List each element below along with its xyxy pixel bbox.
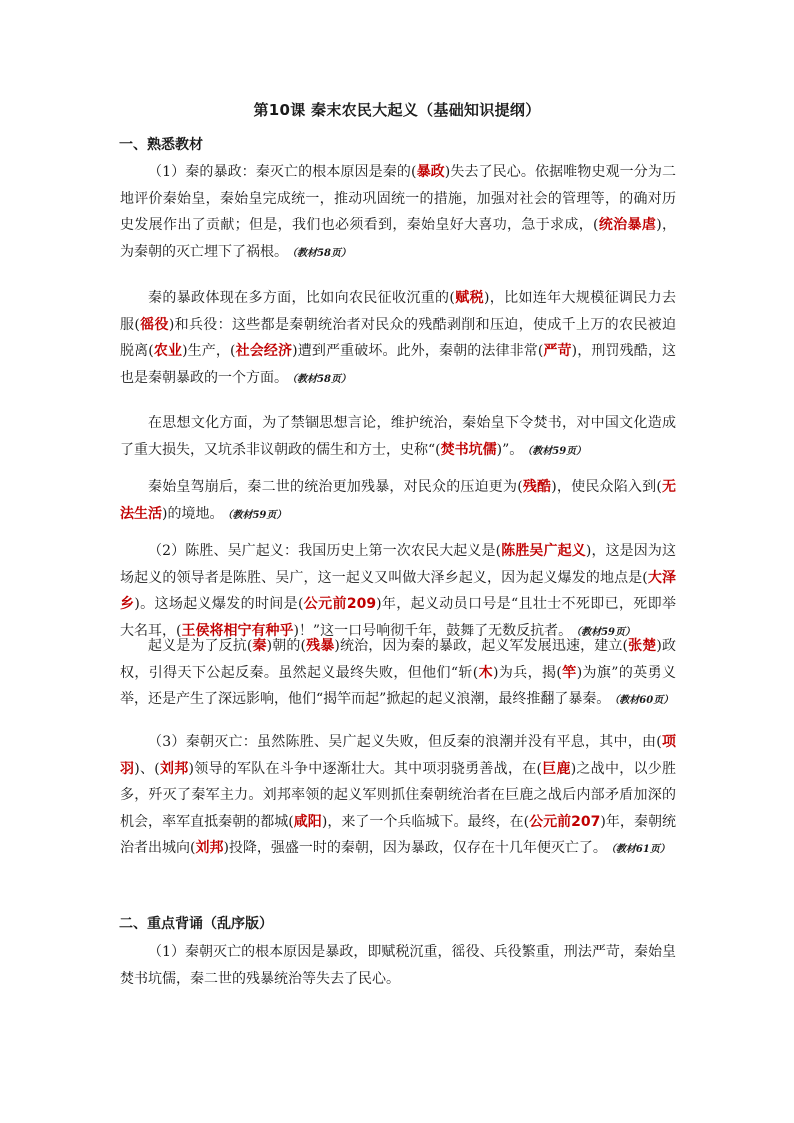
paragraph-chen-sheng-wu-guang: （2）陈胜、吴广起义：我国历史上第一次农民大起义是(陈胜吴广起义)，这是因为这场起义的领导者是陈胜、吴广，这一起义又叫做大泽乡起义，因为起义爆发的地点是(大泽乡)。这场起义爆发的时间是(公元前209)年，起义动员口号是“且壮士不死即已，死即举大名耳，(王侯将相宁有种乎)！”这一口号响彻千年，鼓舞了无数反抗者。 （教材59页） xyxy=(120,543,676,639)
answer-keyword: 残暴 xyxy=(305,638,335,654)
answer-keyword: 农业 xyxy=(153,343,183,359)
page-title: 第10课 秦末农民大起义（基础知识提纲） xyxy=(253,101,541,119)
answer-keyword: 公元前209 xyxy=(303,596,377,612)
answer-keyword: 刘邦 xyxy=(159,760,189,777)
answer-keyword: 徭役 xyxy=(139,316,169,333)
answer-keyword: 严苛 xyxy=(543,343,572,359)
answer-keyword: 木 xyxy=(478,664,494,681)
source-note: （教材60页） xyxy=(614,695,674,706)
answer-keyword: 社会经济 xyxy=(235,343,293,359)
answer-keyword: 无法生活 xyxy=(120,479,676,522)
answer-keyword: 统治暴虐 xyxy=(598,217,657,233)
answer-keyword: 竿 xyxy=(561,664,577,681)
answer-keyword: 项羽 xyxy=(120,734,676,777)
answer-keyword: 大泽乡 xyxy=(120,569,676,612)
source-note: （教材61页） xyxy=(610,844,670,855)
answer-keyword: 王侯将相宁有种乎 xyxy=(181,622,294,639)
answer-keyword: 巨鹿 xyxy=(541,760,571,777)
answer-keyword: 咸阳 xyxy=(293,813,322,830)
paragraph-qin-downfall: （3）秦朝灭亡：虽然陈胜、吴广起义失败，但反秦的浪潮并没有平息，其中，由(项羽)、(刘邦)领导的军队在斗争中逐渐壮大。其中项羽骁勇善战，在(巨鹿)之战中，以少胜多，歼灭了秦军主力。刘邦率领的起义军则抓住秦朝统治者在巨鹿之战后内部矛盾加深的机会，率军直抵秦朝的都城(咸阳)，来了一个兵临城下。最终，在(公元前207)年，秦朝统治者出城向(刘邦)投降，强盛一时的秦朝，因为暴政，仅存在十几年便灭亡了。 （教材61页） xyxy=(120,734,676,856)
answer-keyword: 张楚 xyxy=(628,638,657,654)
answer-keyword: 焚书坑儒 xyxy=(440,441,497,458)
answer-keyword: 秦 xyxy=(252,638,267,654)
answer-keyword: 暴政 xyxy=(416,164,445,180)
source-note: （教材59页） xyxy=(227,509,287,521)
answer-keyword: 赋税 xyxy=(454,290,484,306)
source-note: （教材58页） xyxy=(292,373,351,385)
paragraph-tyranny-aspects: 秦的暴政体现在多方面，比如向农民征收沉重的(赋税)，比如连年大规模征调民力去服(徭役)和兵役：这些都是秦朝统治者对民众的残酷剥削和压迫，使成千上万的农民被迫脱离(农业)生产，(社会经济)遭到严重破坏。此外，秦朝的法律非常(严苛)，刑罚残酷，这也是秦朝暴政的一个方面。 （教材58页） xyxy=(120,290,676,386)
paragraph-book-burning: 在思想文化方面，为了禁锢思想言论，维护统治，秦始皇下令焚书，对中国文化造成了重大损失，又坑杀非议朝政的儒生和方士，史称“(焚书坑儒)”。 （教材59页） xyxy=(120,415,676,458)
answer-keyword: 残酷 xyxy=(522,479,552,495)
paragraph-uprising-impact: 起义是为了反抗(秦)朝的(残暴)统治，因为秦的暴政，起义军发展迅速，建立(张楚)政权，引得天下公起反秦。虽然起义最终失败，但他们“斩(木)为兵，揭(竿)为旗”的英勇义举，还是产生了深远影响，他们“揭竿而起”掀起的起义浪潮，最终推翻了暴秦。 （教材60页） xyxy=(120,638,677,707)
answer-keyword: 陈胜吴广起义 xyxy=(501,543,586,559)
paragraph-second-emperor: 秦始皇驾崩后，秦二世的统治更加残暴，对民众的压迫更为(残酷)，使民众陷入到(无法生活)的境地。 （教材59页） xyxy=(120,479,676,522)
answer-keyword: 刘邦 xyxy=(195,840,224,856)
paragraph-recitation-1: （1）秦朝灭亡的根本原因是暴政，即赋税沉重，徭役、兵役繁重，刑法严苛，秦始皇焚书坑儒，秦二世的残暴统治等失去了民心。 xyxy=(120,944,676,987)
section-heading-textbook: 一、熟悉教材 xyxy=(119,137,203,153)
source-note: （教材59页） xyxy=(576,626,636,638)
paragraph-tyranny: （1）秦的暴政：秦灭亡的根本原因是秦的(暴政)失去了民心。依据唯物史观一分为二地评价秦始皇，秦始皇完成统一，推动巩固统一的措施，加强对社会的管理等，的确对历史发展作出了贡献；但是，我们也必须看到，秦始皇好大喜功，急于求成，(统治暴虐)，为秦朝的灭亡埋下了祸根。 （教材58页） xyxy=(120,164,677,260)
section-heading-recitation: 二、重点背诵（乱序版） xyxy=(119,916,273,932)
answer-keyword: 公元前207 xyxy=(529,813,601,830)
source-note: （教材58页） xyxy=(292,247,351,259)
source-note: （教材59页） xyxy=(527,445,587,457)
